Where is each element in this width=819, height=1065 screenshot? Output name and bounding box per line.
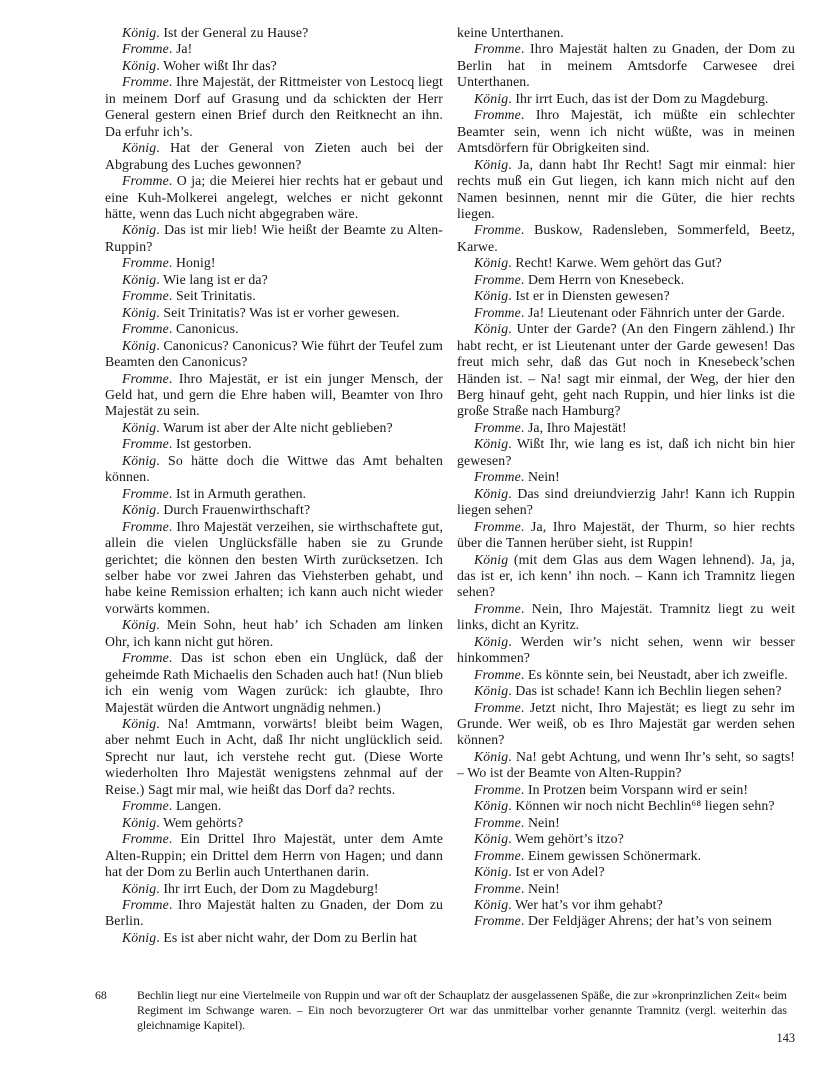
- speaker-name: König: [122, 617, 157, 633]
- speaker-name: Fromme: [122, 74, 169, 90]
- dialogue-paragraph: Fromme. Canonicus.: [122, 321, 239, 337]
- speaker-name: König: [122, 716, 157, 732]
- dialogue-paragraph: König. Wem gehörts?: [122, 814, 244, 830]
- dialogue-paragraph: König. Warum ist aber der Alte nicht geblieben?: [122, 419, 393, 435]
- dialogue-paragraph: Fromme. Ihro Majestät halten zu Gnaden, der Dom zu Berlin.: [105, 897, 443, 929]
- dialogue-paragraph: König. Na! Amtmann, vorwärts! bleibt beim Wagen, aber nehmt Euch in Acht, daß Ihr nicht unglücklich seid. Sprecht nur laut, ich verstehe recht gut. (Diese Worte wiederholten Ihro Majestät wenigstens zehnmal auf der Reise.) Sagt mir mal, wie heißt das Dorf da? rechts.: [105, 716, 443, 797]
- speaker-name: Fromme: [474, 518, 521, 534]
- dialogue-paragraph: König. Wer hat’s vor ihm gehabt?: [474, 897, 663, 913]
- dialogue-paragraph: König. Hat der General von Zieten auch bei der Abgrabung des Luches gewonnen?: [105, 140, 443, 172]
- dialogue-paragraph: Fromme. Ihro Majestät, ich müßte ein schlechter Beamter sein, wenn ich nicht wüßte, was in meinen Amtsdörfern für Obrigkeiten sind.: [457, 107, 795, 156]
- dialogue-paragraph: König. Woher wißt Ihr das?: [122, 57, 277, 73]
- page-number: 143: [776, 1031, 795, 1045]
- speaker-name: Fromme: [122, 518, 169, 534]
- dialogue-paragraph: König. Das ist mir lieb! Wie heißt der Beamte zu Alten-Ruppin?: [105, 222, 443, 254]
- dialogue-paragraph: König. Unter der Garde? (An den Fingern zählend.) Ihr habt recht, er ist Lieutenant unter der Garde gewesen! Das freut mich sehr, daß das Gut noch in Knesebeck’schen Händen ist. – Na! sagt mir einmal, der Weg, der hier den Berg hinauf geht, geht nach Ruppin, und hier links ist die große Straße nach Hamburg?: [457, 321, 795, 419]
- dialogue-paragraph: König. Es ist aber nicht wahr, der Dom zu Berlin hat: [122, 929, 418, 945]
- dialogue-paragraph: König. Seit Trinitatis? Was ist er vorher gewesen.: [122, 304, 400, 320]
- speaker-name: Fromme: [474, 271, 521, 287]
- right-column: [457, 25, 795, 977]
- speaker-name: König: [122, 419, 157, 435]
- dialogue-paragraph: König. Recht! Karwe. Wem gehört das Gut?: [474, 255, 722, 271]
- dialogue-paragraph: Fromme. Ja, Ihro Majestät!: [474, 419, 627, 435]
- speaker-name: Fromme: [474, 107, 521, 123]
- dialogue-paragraph: Fromme. Es könnte sein, bei Neustadt, aber ich zweifle.: [474, 666, 788, 682]
- dialogue-paragraph: Fromme. Buskow, Radensleben, Sommerfeld, Beetz, Karwe.: [457, 222, 795, 254]
- dialogue-paragraph: König. Ihr irrt Euch, der Dom zu Magdeburg!: [122, 880, 379, 896]
- speaker-name: König: [122, 502, 157, 518]
- dialogue-paragraph: Fromme. Das ist schon eben ein Unglück, daß der geheimde Rath Michaelis den Schaden auch hat! (Nun blieb ich ein wenig vom Wagen zurück: ich glaubte, Ihro Majestät würden die Antwort ungnädig nehmen.): [105, 650, 443, 715]
- speaker-name: König: [474, 897, 509, 913]
- footnote-number: 68: [95, 988, 107, 1002]
- speaker-name: König: [122, 25, 157, 40]
- speaker-name: Fromme: [122, 485, 169, 501]
- dialogue-paragraph: König. Ist der General zu Hause?: [122, 25, 309, 40]
- dialogue-paragraph: König. Können wir noch nicht Bechlin⁶⁸ liegen sehn?: [474, 798, 775, 814]
- speaker-name: König: [474, 798, 509, 814]
- dialogue-paragraph: König. Ist er von Adel?: [474, 864, 605, 880]
- speaker-name: König: [122, 814, 157, 830]
- speaker-name: König: [474, 90, 509, 106]
- dialogue-paragraph: Fromme. Ihro Majestät verzeihen, sie wirthschaftete gut, allein die vielen Unglücksfälle haben sie zu Grunde gerichtet; die können den besten Wirth zurücksetzen. Ich selber habe vor zwei Jahren das Viehsterben gehabt, und habe keine Remission erhalten; ich kann auch nicht wieder vorwärts kommen.: [105, 518, 443, 616]
- speaker-name: Fromme: [122, 173, 169, 189]
- speaker-name: König: [474, 748, 509, 764]
- speaker-name: Fromme: [122, 798, 169, 814]
- dialogue-paragraph: Fromme. Einem gewissen Schönermark.: [474, 847, 702, 863]
- dialogue-paragraph: König. Das ist schade! Kann ich Bechlin liegen sehen?: [474, 683, 782, 699]
- dialogue-paragraph: Fromme. Nein!: [474, 880, 560, 896]
- speaker-name: Fromme: [474, 781, 521, 797]
- footnote: [95, 988, 787, 1034]
- dialogue-paragraph: König. Canonicus? Canonicus? Wie führt der Teufel zum Beamten den Canonicus?: [105, 337, 443, 370]
- footnote-text: Bechlin liegt nur eine Viertelmeile von Ruppin und war oft der Schauplatz der ausgelassenen Späße, die zur »kronprinzlichen Zeit« beim Regiment im Schwange waren. – Ein noch bevorzugterer Ort war das unmittelbar vorher genannte Tramnitz (vergl. weiterhin das gleichnamige Kapitel).: [137, 988, 787, 1033]
- speaker-name: Fromme: [122, 41, 169, 57]
- dialogue-paragraph: Fromme. Nein!: [474, 814, 560, 830]
- speaker-name: Fromme: [122, 897, 169, 913]
- speaker-name: König: [474, 321, 509, 337]
- speaker-name: König: [122, 304, 157, 320]
- dialogue-paragraph: Fromme. O ja; die Meierei hier rechts hat er gebaut und eine Kuh-Molkerei angelegt, welches er nicht gekonnt hätte, wenn das Luch nicht abgegraben wäre.: [105, 173, 443, 221]
- speaker-name: König: [122, 880, 157, 896]
- dialogue-paragraph: Fromme. In Protzen beim Vorspann wird er sein!: [474, 781, 749, 797]
- dialogue-paragraph: König. Werden wir’s nicht sehen, wenn wir besser hinkommen?: [457, 633, 795, 666]
- dialogue-paragraph: Fromme. Ja, Ihro Majestät, der Thurm, so hier rechts über die Tannen herüber sieht, ist Ruppin!: [457, 518, 795, 551]
- speaker-name: Fromme: [474, 666, 521, 682]
- speaker-name: Fromme: [122, 436, 169, 452]
- speaker-name: Fromme: [122, 255, 169, 271]
- dialogue-paragraph: Fromme. Ja! Lieutenant oder Fähnrich unter der Garde.: [474, 304, 785, 320]
- speaker-name: König: [122, 57, 157, 73]
- dialogue-paragraph: König. Ihr irrt Euch, das ist der Dom zu Magdeburg.: [474, 90, 769, 106]
- dialogue-paragraph: König. Wem gehört’s itzo?: [474, 831, 624, 847]
- speaker-name: König: [474, 436, 509, 452]
- speaker-name: Fromme: [474, 913, 521, 929]
- dialogue-paragraph: Fromme. Nein!: [474, 469, 560, 485]
- dialogue-paragraph: König. Wißt Ihr, wie lang es ist, daß ich nicht bin hier gewesen?: [457, 436, 795, 468]
- speaker-name: Fromme: [474, 814, 521, 830]
- dialogue-paragraph: Fromme. Ein Drittel Ihro Majestät, unter dem Amte Alten-Ruppin; ein Drittel dem Herrn von Hagen; und dann hat der Dom zu Berlin auch Unterthanen darin.: [105, 831, 443, 880]
- speaker-name: Fromme: [122, 288, 169, 304]
- speaker-name: Fromme: [122, 831, 169, 847]
- dialogue-paragraph: Fromme. Ja!: [122, 41, 193, 57]
- speaker-name: Fromme: [474, 469, 521, 485]
- speaker-name: Fromme: [474, 41, 521, 57]
- speaker-name: Fromme: [474, 222, 521, 238]
- speaker-name: Fromme: [474, 600, 521, 616]
- speaker-name: König: [474, 288, 509, 304]
- speaker-name: Fromme: [474, 419, 521, 435]
- dialogue-paragraph: keine Unterthanen.: [457, 25, 564, 40]
- speaker-name: König: [474, 633, 509, 649]
- dialogue-paragraph: Fromme. Der Feldjäger Ahrens; der hat’s von seinem: [474, 913, 772, 929]
- dialogue-paragraph: Fromme. Ihre Majestät, der Rittmeister von Lestocq liegt in meinem Dorf auf Grasung und da schickten der Herr General gestern einen Brief durch den Reitknecht an ihn. Da erfuhr ich’s.: [105, 74, 443, 139]
- dialogue-paragraph: König. Durch Frauenwirthschaft?: [122, 502, 311, 518]
- dialogue-paragraph: Fromme. Ist gestorben.: [122, 436, 252, 452]
- dialogue-paragraph: Fromme. Jetzt nicht, Ihro Majestät; es liegt zu sehr im Grunde. Wer weiß, ob es Ihro Majestät gar werden sehen können?: [457, 699, 795, 748]
- speaker-name: Fromme: [122, 370, 169, 386]
- dialogue-paragraph: Fromme. Nein, Ihro Majestät. Tramnitz liegt zu weit links, dicht an Kyritz.: [457, 600, 795, 633]
- dialogue-paragraph: König. Mein Sohn, heut hab’ ich Schaden am linken Ohr, ich kann nicht gut hören.: [105, 617, 443, 649]
- dialogue-paragraph: Fromme. Dem Herrn von Knesebeck.: [474, 271, 685, 287]
- dialogue-paragraph: Fromme. Ist in Armuth gerathen.: [122, 485, 307, 501]
- dialogue-paragraph: Fromme. Seit Trinitatis.: [122, 288, 256, 304]
- speaker-name: Fromme: [474, 880, 521, 896]
- dialogue-paragraph: Fromme. Langen.: [122, 798, 222, 814]
- speaker-name: Fromme: [474, 847, 521, 863]
- speaker-name: König: [122, 452, 157, 468]
- dialogue-paragraph: Fromme. Ihro Majestät halten zu Gnaden, der Dom zu Berlin hat in meinem Amtsdorfe Carwesee drei Unterthanen.: [457, 41, 795, 90]
- speaker-name: Fromme: [122, 321, 169, 337]
- dialogue-paragraph: König (mit dem Glas aus dem Wagen lehnend). Ja, ja, das ist er, ich kenn’ ihn noch. – Kann ich Tramnitz liegen sehen?: [457, 551, 795, 600]
- dialogue-paragraph: König. Wie lang ist er da?: [122, 271, 268, 287]
- speaker-name: König: [474, 551, 509, 567]
- dialogue-text-area: [105, 25, 795, 977]
- speaker-name: König: [474, 683, 509, 699]
- speaker-name: König: [474, 864, 509, 880]
- speaker-name: König: [122, 337, 157, 353]
- dialogue-paragraph: König. Das sind dreiundvierzig Jahr! Kann ich Ruppin liegen sehen?: [457, 485, 795, 518]
- speaker-name: König: [122, 140, 157, 156]
- speaker-name: Fromme: [122, 650, 169, 666]
- dialogue-paragraph: Fromme. Ihro Majestät, er ist ein junger Mensch, der Geld hat, und gern die Ehre haben will, Beamter von Ihro Majestät zu sein.: [105, 370, 443, 419]
- speaker-name: König: [474, 156, 509, 172]
- dialogue-paragraph: Fromme. Honig!: [122, 255, 216, 271]
- left-column: [105, 25, 443, 977]
- speaker-name: Fromme: [474, 699, 521, 715]
- speaker-name: König: [474, 485, 509, 501]
- dialogue-paragraph: König. Ja, dann habt Ihr Recht! Sagt mir einmal: hier rechts muß ein Gut liegen, ich kann mich nicht auf den Namen besinnen, nennt mir die Güter, die hier rechts liegen.: [457, 156, 795, 221]
- speaker-name: König: [122, 929, 157, 945]
- dialogue-paragraph: König. Ist er in Diensten gewesen?: [474, 288, 670, 304]
- speaker-name: König: [474, 831, 509, 847]
- speaker-name: König: [122, 222, 157, 238]
- speaker-name: König: [122, 271, 157, 287]
- dialogue-paragraph: König. So hätte doch die Wittwe das Amt behalten können.: [105, 452, 443, 485]
- speaker-name: Fromme: [474, 304, 521, 320]
- dialogue-paragraph: König. Na! gebt Achtung, und wenn Ihr’s seht, so sagts! – Wo ist der Beamte von Alten-Ruppin?: [457, 748, 795, 781]
- speaker-name: König: [474, 255, 509, 271]
